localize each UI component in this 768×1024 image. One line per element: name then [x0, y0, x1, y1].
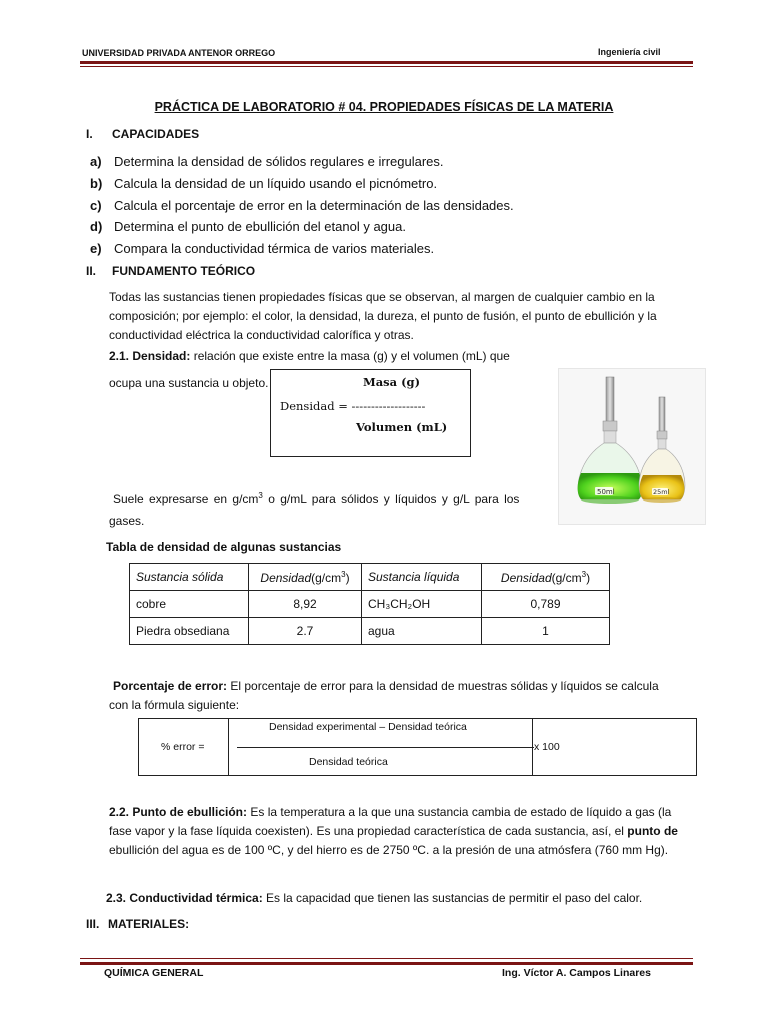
- formula-lhs: Densidad = -------------------: [280, 399, 426, 413]
- formula-numerator: Masa (g): [363, 375, 421, 389]
- footer-rule-thick: [80, 962, 693, 965]
- section-heading-capacidades: [86, 127, 199, 141]
- header-rule-thick: [80, 61, 693, 64]
- error-formula-times: x 100: [534, 741, 560, 753]
- footer-rule-thin: [80, 958, 693, 959]
- table-row: [130, 618, 610, 645]
- big-flask-label: 50ml: [597, 488, 615, 496]
- header-cell: $Densidad(g/cm^3)$: [249, 564, 362, 591]
- table-caption: Tabla de densidad de algunas sustancias: [106, 540, 342, 554]
- university-name: UNIVERSIDAD PRIVADA ANTENOR ORREGO: [82, 48, 276, 58]
- list-item: e) Compara la conductividad térmica de varios materiales.: [90, 241, 435, 256]
- footer-course: QUÍMICA GENERAL: [104, 967, 204, 979]
- table-cell: 2.7: [249, 618, 362, 645]
- units-paragraph-cont: gases.: [109, 514, 145, 528]
- section-number: III.: [86, 917, 100, 931]
- header-cell: $Densidad(g/cm^3)$: [482, 564, 610, 591]
- list-item: d) Determina el punto de ebullición del etanol y agua.: [90, 219, 406, 234]
- pycnometer-illustration: [559, 369, 705, 524]
- table-cell: agua: [362, 618, 482, 645]
- error-formula-denominator: Densidad teórica: [309, 756, 388, 768]
- section-title: FUNDAMENTO TEÓRICO: [112, 264, 256, 278]
- units-paragraph: Suele expresarse en $g/cm^3$ o g/mL para sólidos y líquidos y g/L para los: [113, 491, 520, 506]
- formula-bracket-left: [228, 719, 229, 775]
- densidad-definition: 2.1. Densidad: relación que existe entre la masa (g) y el volumen (mL) que: [109, 349, 510, 363]
- table-row: [130, 591, 610, 618]
- ebullicion-paragraph: 2.2. Punto de ebullición: Es la temperatura a la que una sustancia cambia de estado de líquido a gas (la fase vapor y la fase líquida coexisten). Es una propiedad característica de cada sustancia, así, el punto de ebullición del agua es de 100 ºC, y del hierro es de 2750 ºC. a la presión de una atmósfera (760 mm Hg).: [109, 805, 678, 857]
- section-heading-materiales: [86, 917, 189, 931]
- header-cell: Sustancia sólida: [130, 564, 249, 591]
- formula-bracket-right: [532, 719, 533, 775]
- table-header-row: [130, 564, 610, 591]
- pycnometer-photo: [558, 368, 706, 525]
- table-cell: 1: [482, 618, 610, 645]
- small-flask-label: 25ml: [653, 488, 670, 496]
- table-cell: 0,789: [482, 591, 610, 618]
- list-item: a) Determina la densidad de sólidos regulares e irregulares.: [90, 154, 444, 169]
- fundamento-paragraph: Todas las sustancias tienen propiedades físicas que se observan, al margen de cualquier cambio en la composición; por ejemplo: el color, la densidad, la dureza, el punto de fusión, el punto de ebullición y la conductividad eléctrica la conductividad calorífica y otras.: [109, 290, 657, 342]
- career-name: Ingeniería civil: [598, 47, 661, 57]
- density-formula-box: [270, 369, 471, 457]
- header-rule-thin: [80, 66, 693, 67]
- section-number: II.: [86, 264, 97, 278]
- error-formula-numerator: Densidad experimental – Densidad teórica: [269, 721, 467, 733]
- section-heading-fundamento: [86, 264, 255, 278]
- table-cell: Piedra obsediana: [130, 618, 249, 645]
- densidad-definition-cont: ocupa una sustancia u objeto.: [109, 376, 269, 390]
- section-number: I.: [86, 127, 93, 141]
- table-cell: CH₃CH₂OH: [362, 591, 482, 618]
- fraction-line: [237, 747, 534, 748]
- error-formula-lhs: % error =: [161, 741, 205, 753]
- list-item: c) Calcula el porcentaje de error en la determinación de las densidades.: [90, 198, 514, 213]
- footer-author: Ing. Víctor A. Campos Linares: [502, 967, 651, 979]
- header-cell: Sustancia líquida: [362, 564, 482, 591]
- page-title: PRÁCTICA DE LABORATORIO # 04. PROPIEDADES FÍSICAS DE LA MATERIA: [154, 100, 614, 114]
- error-formula-box: [138, 718, 697, 776]
- density-table: [129, 563, 610, 645]
- error-paragraph: Porcentaje de error: El porcentaje de error para la densidad de muestras sólidas y líquidos se calcula: [113, 679, 659, 693]
- table-cell: 8,92: [249, 591, 362, 618]
- error-paragraph-cont: con la fórmula siguiente:: [109, 698, 240, 712]
- table-cell: cobre: [130, 591, 249, 618]
- list-item: b) Calcula la densidad de un líquido usando el picnómetro.: [90, 176, 438, 191]
- conductividad-paragraph: 2.3. Conductividad térmica: Es la capacidad que tienen las sustancias de permitir el paso del calor.: [106, 891, 643, 905]
- section-title: MATERIALES:: [108, 917, 190, 931]
- formula-denominator: Volumen (mL): [356, 420, 448, 434]
- section-title: CAPACIDADES: [112, 127, 200, 141]
